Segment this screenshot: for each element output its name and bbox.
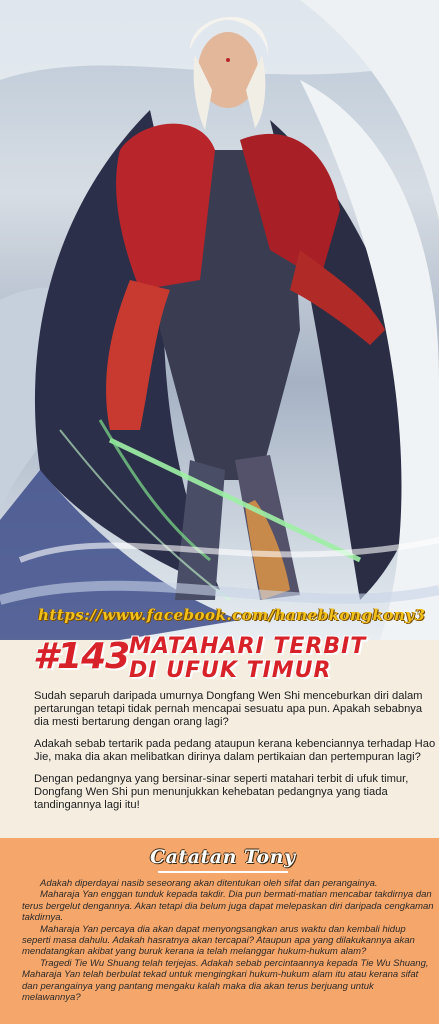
notes-heading: Catatan Tony [150,846,296,868]
notes-paragraph: Adakah diperdayai nasib seseorang akan ditentukan oleh sifat dan perangainya. [40,878,378,889]
notes-paragraph: Maharaja Yan percaya dia akan dapat menyongsangkan arus waktu dan kembali hidup seperti masa dahulu. Adakah hasratnya akan tercapai? Ataupun apa yang dilakukannya akan mendatangkan akibat yang buruk kerana ia telah melanggar hukum-hukum alam? [22,923,415,958]
notes-divider [158,871,288,873]
chapter-number: #143 [33,636,130,677]
synopsis-paragraph: Sudah separuh daripada umurnya Dongfang Wen Shi menceburkan diri dalam pertarungan tetapi tidak pernah mencapai sesuatu apa pun. Apakah sebabnya dia mesti bertarung dengan orang lagi? [34,690,423,728]
chapter-title [33,632,433,688]
notes-panel [0,838,439,1024]
synopsis [34,690,436,821]
facebook-url-watermark: https://www.facebook.com/hanebkongkony3 [38,606,426,624]
chapter-title-line-2: DI UFUK TIMUR [129,658,332,683]
chapter-title-line-1: MATAHARI TERBIT [129,634,367,659]
notes-paragraph: Tragedi Tie Wu Shuang telah terjejas. Adakah sebab percintaannya kepada Tie Wu Shuang, Maharaja Yan telah berbulat tekad untuk mengingkari hukum-hukum alam itu atau kerana sifat dan perangainya yang pantang mengaku kalah maka dia akan terus berjuang untuk melawannya? [22,957,429,1004]
synopsis-paragraph: Dengan pedangnya yang bersinar-sinar seperti matahari terbit di ufuk timur, Dongfang Wen Shi pun menunjukkan kehebatan pedangnya yang tiada tandingannya lagi itu! [34,773,409,811]
synopsis-paragraph: Adakah sebab tertarik pada pedang ataupun kerana kebenciannya terhadap Hao Jie, maka dia akan melibatkan dirinya dalam pertikaian dan pertempuran lagi? [34,738,436,763]
notes-paragraph: Maharaja Yan enggan tunduk kepada takdir. Dia pun bermati-matian mencabar takdirnya dan terus bergelut dengannya. Akan tetapi dia belum juga dapat melepaskan diri daripada cengkaman takdirnya. [22,889,434,924]
notes-body [22,878,434,1003]
